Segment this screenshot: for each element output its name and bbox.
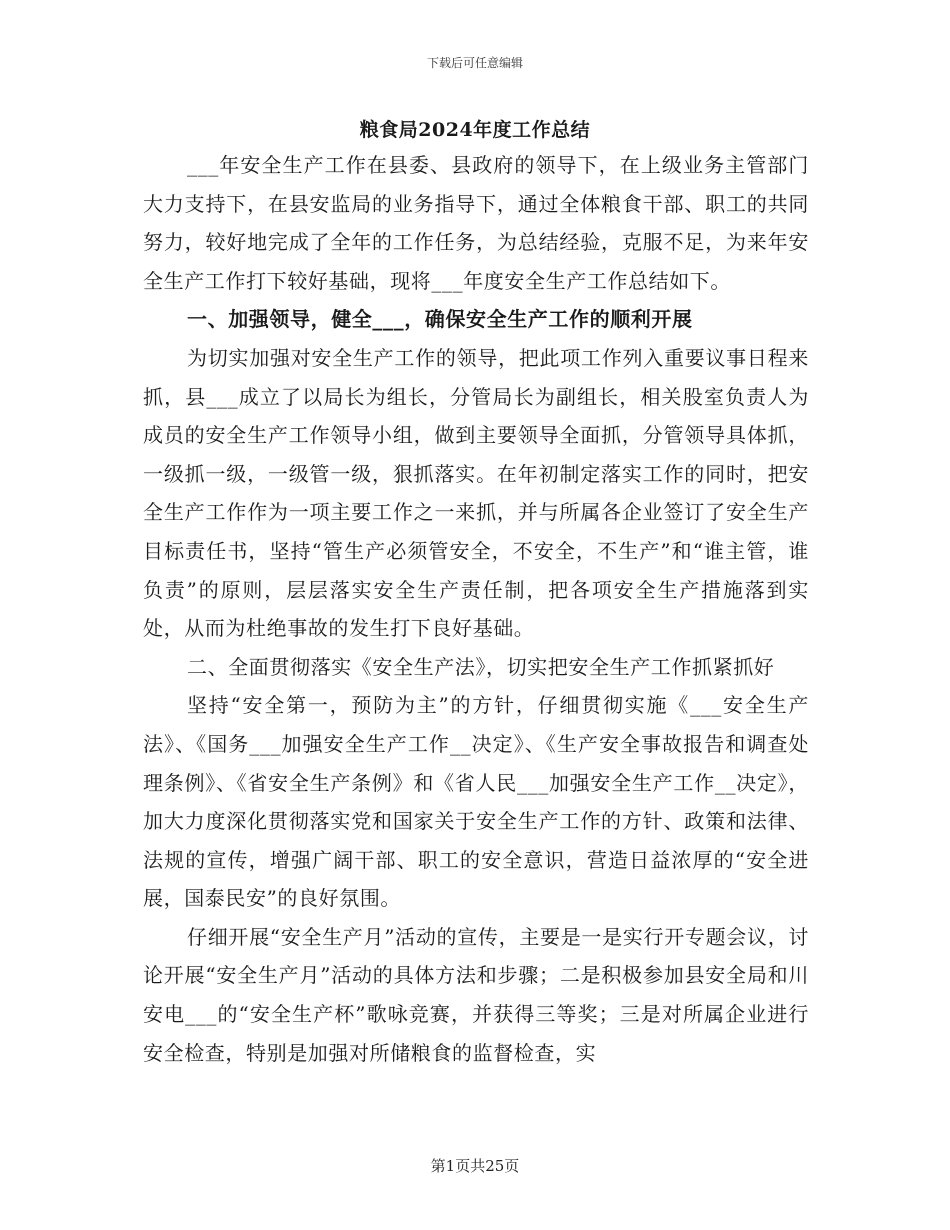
page-number-footer: 第1页共25页 [430, 1157, 520, 1175]
document-title: 粮食局2024年度工作总结 [359, 119, 591, 141]
page-header-note: 下载后可任意编辑 [426, 56, 523, 70]
section-2-paragraph-1: 坚持“安全第一，预防为主”的方针，仔细贯彻实施《___安全生产法》、《国务___加强安全生产工作__决定》、《生产安全事故报告和调查处理条例》、《省安全生产条例》和《省人民___加强安全生产工作__决定》，加大力度深化贯彻落实党和国家关于安全生产工作的方针、政策和法律、法规的宣传，增强广阔干部、职工的安全意识，营造日益浓厚的“安全进展，国泰民安”的良好氛围。 [143, 693, 809, 911]
section-heading-1: 一、加强领导，健全___，确保安全生产工作的顺利开展 [187, 307, 693, 332]
intro-paragraph: ___年安全生产工作在县委、县政府的领导下，在上级业务主管部门大力支持下，在县安监局的业务指导下，通过全体粮食干部、职工的共同努力，较好地完成了全年的工作任务，为总结经验，克服不足，为来年安全生产工作打下较好基础，现将___年度安全生产工作总结如下。 [143, 153, 809, 293]
section-1-paragraph: 为切实加强对安全生产工作的领导，把此项工作列入重要议事日程来抓，县___成立了以局长为组长，分管局长为副组长，相关股室负责人为成员的安全生产工作领导小组，做到主要领导全面抓，分管领导具体抓，一级抓一级，一级管一级，狠抓落实。在年初制定落实工作的同时，把安全生产工作作为一项主要工作之一来抓，并与所属各企业签订了安全生产目标责任书，坚持“管生产必须管安全，不安全，不生产”和“谁主管，谁负责”的原则，层层落实安全生产责任制，把各项安全生产措施落到实处，从而为杜绝事故的发生打下良好基础。 [143, 345, 809, 641]
document-body [143, 146, 809, 1072]
section-2-paragraph-2: 仔细开展“安全生产月”活动的宣传，主要是一是实行开专题会议，讨论开展“安全生产月”活动的具体方法和步骤；二是积极参加县安全局和川安电___的“安全生产杯”歌咏竞赛，并获得三等奖；三是对所属企业进行安全检查，特别是加强对所储粮食的监督检查，实 [143, 924, 809, 1065]
section-heading-2: 二、全面贯彻落实《安全生产法》，切实把安全生产工作抓紧抓好 [187, 654, 775, 679]
